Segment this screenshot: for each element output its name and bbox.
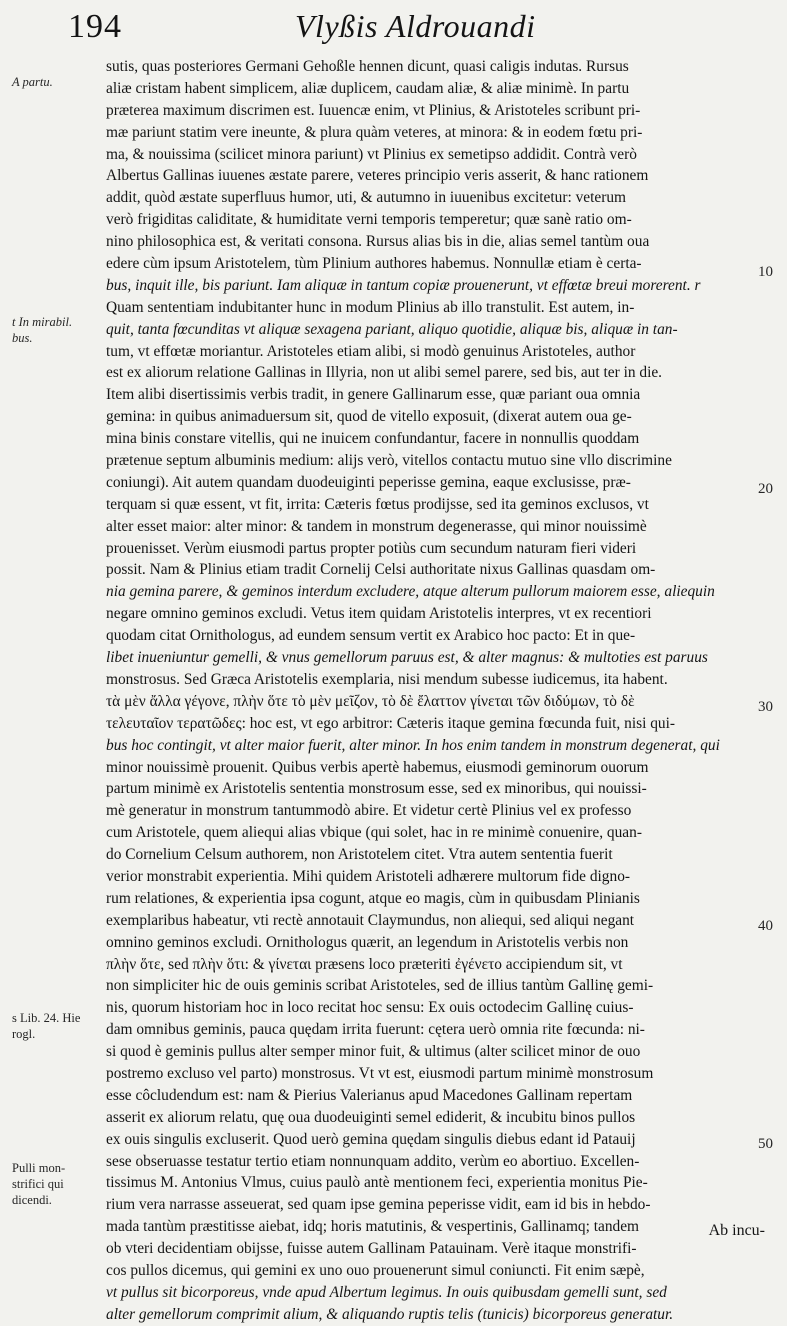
line-number: 50 bbox=[758, 1136, 773, 1152]
running-head: Vlyßis Aldrouandi bbox=[295, 8, 536, 44]
text-line: partum minimè ex Aristotelis sententia monstrosum esse, sed ex minoribus, qui nouissi- bbox=[106, 780, 647, 798]
margin-note: s Lib. 24. Hie rogl. bbox=[12, 1011, 81, 1041]
text-line: bus, inquit ille, bis pariunt. Iam aliquæ in tantum copiæ prouenerunt, vt effœtæ breui morerent. r bbox=[106, 276, 701, 294]
text-line: quit, tanta fœcunditas vt aliquæ sexagena pariant, aliquo quotidie, aliquæ bis, aliquæ in tan- bbox=[106, 320, 678, 338]
text-line: prætenue septum albuminis medium: alijs verò, vitellos contactu mutuo sine vllo discrimine bbox=[106, 452, 672, 470]
margin-note: A partu. bbox=[12, 75, 53, 89]
text-line: negare omnino geminos excludi. Vetus item quidam Aristotelis interpres, vt ex recentiori bbox=[106, 605, 652, 623]
text-line: rium vera narrasse asseuerat, sed quam ipse gemina peperisse vidit, eam id bis in hebdo- bbox=[106, 1196, 651, 1214]
text-line: edere cùm ipsum Aristotelem, tùm Plinium authores habemus. Nonnullæ etiam è certa- bbox=[106, 255, 642, 273]
text-line: sutis, quas posteriores Germani Gehoßle hennen dicunt, quasi caligis indutas. Rursus bbox=[106, 58, 629, 75]
folio-number: 194 bbox=[68, 8, 122, 45]
catchword: Ab incu- bbox=[708, 1222, 765, 1239]
text-line: ob vteri decidentiam obijsse, fuisse autem Gallinam Patauinam. Verè itaque monstrifi- bbox=[106, 1240, 637, 1258]
text-line: aliæ cristam habent simplicem, aliæ duplicem, caudam aliæ, & aliæ minimè. In partu bbox=[106, 79, 630, 97]
text-line: addit, quòd æstate superfluus humor, uti, & autumno in iuuenibus excitetur: veterum bbox=[106, 189, 627, 207]
text-line: minor nouissimè prouenit. Quibus verbis apertè habemus, eiusmodi geminorum ouorum bbox=[106, 758, 649, 776]
text-line: do Cornelium Celsum authorem, non Aristotelem citet. Vtra autem sententia fuerit bbox=[106, 846, 613, 864]
text-line: Item alibi disertissimis verbis tradit, in genere Gallinarum esse, quæ pariant oua omnia bbox=[106, 386, 641, 404]
margin-note: Pulli mon- strifici qui dicendi. bbox=[12, 1161, 66, 1207]
text-line: alter esset maior: alter minor: & tandem in monstrum degenerasse, qui minor nouissimè bbox=[106, 517, 647, 535]
margin-note: t In mirabil. bus. bbox=[12, 315, 73, 345]
text-line: alter gemellorum comprimit alium, & aliquando ruptis telis (tunicis) bicorporeus generatur. bbox=[106, 1305, 674, 1323]
text-line: rum relationes, & experientia ipsa cogunt, atque eo magis, cùm in quibusdam Plinianis bbox=[106, 889, 640, 907]
text-line: exemplaribus habeatur, vti rectè annotauit Claymundus, non aliequi, sed aliqui negant bbox=[106, 911, 635, 929]
page-header bbox=[60, 6, 760, 50]
text-line: coniungi). Ait autem quandam duodeuiginti peperisse gemina, eaque exclusisse, præ- bbox=[106, 473, 631, 491]
text-line: nia gemina parere, & geminos interdum excludere, atque alterum pullorum maiorem esse, aliequin bbox=[106, 583, 715, 601]
text-line: quodam citat Ornithologus, ad eundem sensum vertit ex Arabico hoc pacto: Et in que- bbox=[106, 627, 636, 645]
text-line: verior monstrabit experientia. Mihi quidem Aristoteli adhærere multorum fide digno- bbox=[106, 867, 631, 885]
text-line: sese obseruasse testatur tertio etiam nonnunquam addito, verùm eo abortiuo. Excellen- bbox=[106, 1152, 640, 1170]
text-line: libet inueniuntur gemelli, & vnus gemellorum paruus est, & alter magnus: & multoties est paruus bbox=[106, 649, 708, 667]
text-line: non simpliciter hic de ouis geminis scribat Aristoteles, sed de illius tantùm Gallinę gemi- bbox=[106, 977, 654, 995]
line-number: 20 bbox=[758, 481, 773, 497]
text-line: esse côcludendum est: nam & Pierius Valerianus apud Macedones Gallinam repertam bbox=[106, 1086, 633, 1104]
text-line: est ex aliorum relatione Gallinas in Illyria, non ut alibi semel parere, sed bis, aut ter in die. bbox=[106, 364, 663, 382]
text-line: monstrosus. Sed Græca Aristotelis exemplaria, nisi mendum subesse iudicemus, ita habent. bbox=[106, 670, 668, 688]
text-line: nino philosophica est, & veritati consona. Rursus alias bis in die, alias semel tantùm oua bbox=[106, 233, 650, 251]
text-line: præterea maximum discrimen est. Iuuencæ enim, vt Plinius, & Aristoteles scribunt pri- bbox=[106, 101, 641, 119]
text-line: cum Aristotele, quem aliequi alias vbique (qui solet, hac in re minimè conuenire, quan- bbox=[106, 824, 642, 842]
text-line: tum, vt effœtæ moriantur. Aristoteles etiam alibi, si modò genuinus Aristoteles, author bbox=[106, 342, 636, 360]
text-line: possit. Nam & Plinius etiam tradit Cornelij Celsi authoritate nixus Gallinas quasdam om- bbox=[106, 561, 656, 579]
text-line: terquam si quæ essent, vt fit, irrita: Cæteris fœtus prodijsse, sed ita geminos exclusos, vt bbox=[106, 495, 649, 513]
text-line: tissimus M. Antonius Vlmus, cuius paulò antè mentionem feci, experientia monitus Pie- bbox=[106, 1174, 648, 1192]
line-number: 30 bbox=[758, 699, 773, 715]
text-line: τὰ μὲν ἄλλα γέγονε, πλὴν ὅτε τὸ μὲν μεῖζον, τὸ δὲ ἔλαττον γίνεται τῶν διδύμων, τὸ δὲ bbox=[106, 692, 635, 710]
text-line: prouenisset. Verùm eiusmodi partus propter potiùs cum secundum naturam fieri videri bbox=[106, 539, 637, 557]
text-line: si quod è geminis pullus alter semper minor fuit, & ultimus (alter scilicet minor de ouo bbox=[106, 1043, 641, 1061]
text-line: dam omnibus geminis, pauca quędam irrita fuerunt: cętera uerò omnia rite fœcunda: ni- bbox=[106, 1021, 645, 1039]
text-line: mina binis constare vitellis, qui ne inuicem confundantur, facere in nonnullis quoddam bbox=[106, 430, 640, 448]
text-line: bus hoc contingit, vt alter maior fuerit, alter minor. In hos enim tandem in monstrum degenerat, qui bbox=[106, 736, 720, 754]
text-line: Albertus Gallinas iuuenes æstate parere, veteres principio veris asserit, & hanc rationem bbox=[106, 167, 649, 185]
text-line: nis, quorum historiam hoc in loco recitat hoc sensu: Ex ouis octodecim Gallinę cuius- bbox=[106, 999, 634, 1017]
line-number: 10 bbox=[758, 264, 773, 280]
text-line: verò frigiditas caliditate, & humiditate verni temporis temperetur; quæ sanè ratio om- bbox=[106, 211, 632, 229]
text-line: Quam sententiam indubitanter hunc in modum Plinius ab illo transtulit. Est autem, in- bbox=[106, 298, 635, 316]
text-line: mè generatur in monstrum tantummodò abire. Et videtur certè Plinius vel ex professo bbox=[106, 802, 632, 820]
text-line: asserit ex aliorum relatu, quę oua duodeuiginti semel ediderit, & incubitu binos pullos bbox=[106, 1108, 636, 1126]
text-line: vt pullus sit bicorporeus, vnde apud Albertum legimus. In ouis quibusdam gemelli sunt, sed bbox=[106, 1283, 667, 1301]
text-line: τελευταῖον τερατῶδες: hoc est, vt ego arbitror: Cæteris itaque gemina fœcunda fuit, nisi qui- bbox=[106, 714, 676, 732]
line-number: 40 bbox=[758, 918, 773, 934]
text-line: cos pullos dicemus, qui gemini ex uno ouo prouenerunt simul coniuncti. Fit enim sæpè, bbox=[106, 1261, 645, 1279]
text-line: gemina: in quibus animaduersum sit, quod de vitello exposuit, (dixerat autem oua ge- bbox=[106, 408, 632, 426]
text-line: πλὴν ὅτε, sed πλὴν ὅτι: & γίνεται præsens loco præteriti ἐγένετο accipiendum sit, vt bbox=[106, 955, 623, 973]
text-line: mada tantùm præstitisse aiebat, idq; horis matutinis, & vespertinis, Gallinamq; tandem bbox=[106, 1218, 640, 1236]
text-line: mæ pariunt statim vere ineunte, & plura quàm veteres, at minora: & in eodem fœtu pri- bbox=[106, 123, 643, 141]
text-line: ma, & nouissima (scilicet minora pariunt) vt Plinius ex semetipso addidit. Contrà verò bbox=[106, 145, 637, 163]
text-line: ex ouis singulis excluserit. Quod uerò gemina quędam singulis diebus edant id Patauij bbox=[106, 1130, 636, 1148]
body-text bbox=[106, 56, 766, 1326]
text-line: postremo excluso vel parto) monstrosus. Vt vt est, eiusmodi partum minimè monstrosum bbox=[106, 1064, 654, 1082]
text-line: omnino geminos excludi. Ornithologus quærit, an legendum in Aristotelis verbis non bbox=[106, 933, 629, 951]
